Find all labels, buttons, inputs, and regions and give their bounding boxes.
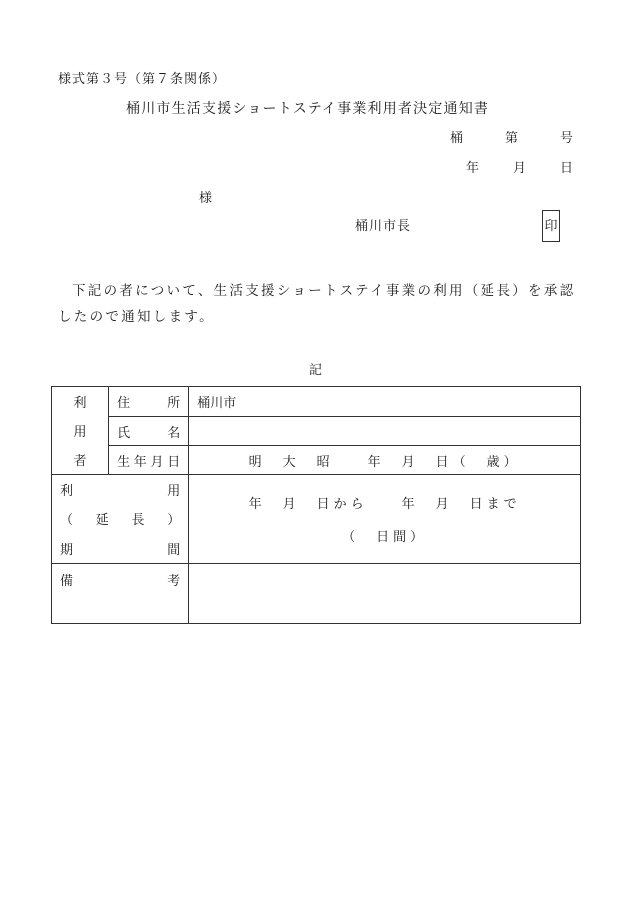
- remarks-row: [52, 564, 581, 624]
- remarks-value: [189, 564, 581, 624]
- address-value: 桶川市: [189, 387, 581, 417]
- notice-body-line-2: したので通知します。: [58, 309, 215, 325]
- period-row: [52, 475, 581, 564]
- birthdate-value: 明 大 昭 年 月 日（ 歳）: [189, 446, 581, 475]
- name-row: [52, 417, 581, 446]
- birthdate-row: [52, 446, 581, 475]
- address-label: 住 所: [109, 387, 189, 417]
- period-range: 年 月 日から 年 月 日まで: [248, 497, 521, 512]
- birthdate-label: 生 年 月 日: [109, 446, 189, 475]
- form-number: 様式第３号（第７条関係）: [58, 72, 227, 87]
- period-label: 利 用 （ 延 長 ） 期 間: [52, 475, 189, 564]
- remarks-label: 備 考: [52, 564, 189, 624]
- document-number: 桶 第 号: [450, 131, 573, 146]
- notice-body: [58, 278, 578, 330]
- address-row: [52, 387, 581, 417]
- document-title: 桶川市生活支援ショートステイ事業利用者決定通知書: [126, 101, 490, 117]
- period-value: [189, 475, 581, 564]
- ki-heading: 記: [309, 363, 323, 378]
- seal-mark: 印: [544, 218, 558, 234]
- seal-box: [542, 210, 560, 242]
- name-value: [189, 417, 581, 446]
- issuer: 桶川市長: [355, 219, 412, 234]
- issue-date: 年 月 日: [466, 161, 573, 176]
- notice-body-line-1: 下記の者について、生活支援ショートステイ事業の利用（延長）を承認: [72, 283, 576, 299]
- user-label-cell: 利 用 者: [52, 387, 109, 475]
- period-days: （ 日間）: [342, 530, 428, 545]
- details-table: [51, 386, 581, 624]
- name-label: 氏 名: [109, 417, 189, 446]
- addressee-suffix: 様: [199, 191, 213, 206]
